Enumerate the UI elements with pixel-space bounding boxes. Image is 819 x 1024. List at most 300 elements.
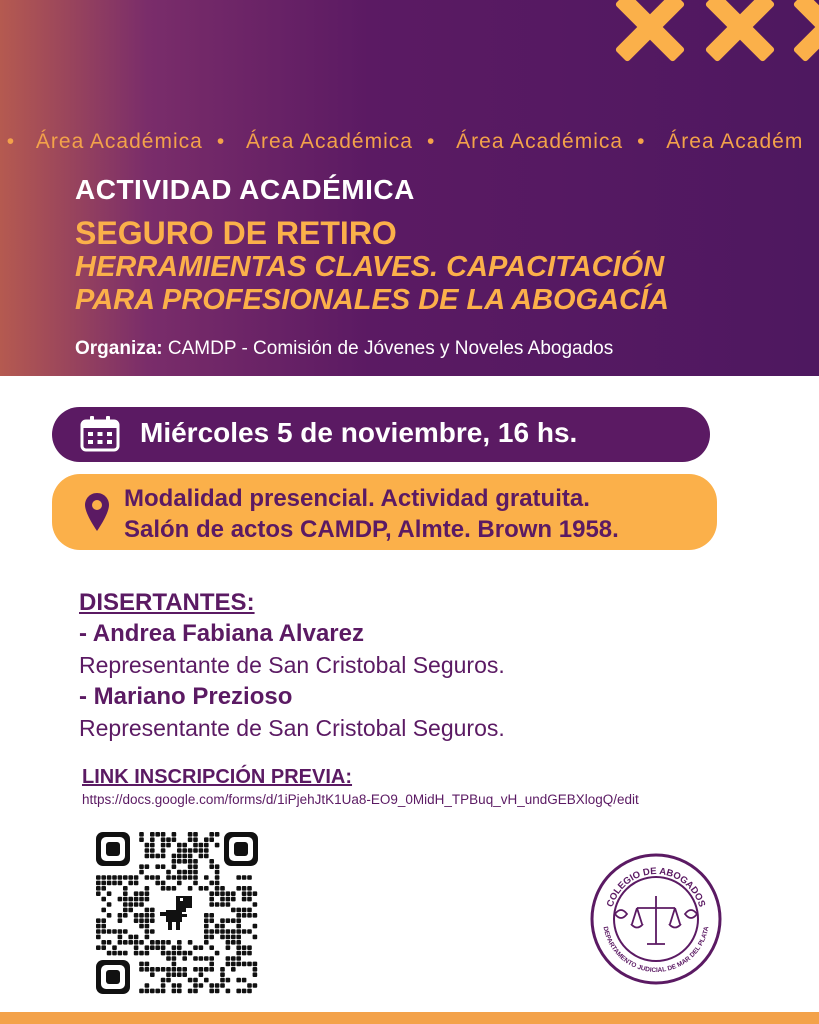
- qr-module: [236, 978, 241, 983]
- qr-module: [145, 897, 150, 902]
- speaker-role: Representante de San Cristobal Seguros.: [79, 652, 505, 678]
- qr-module: [188, 864, 193, 869]
- qr-module: [247, 875, 252, 880]
- qr-module: [107, 902, 112, 907]
- qr-module: [182, 870, 187, 875]
- qr-module: [107, 913, 112, 918]
- qr-module: [118, 897, 123, 902]
- qr-module: [215, 929, 220, 934]
- speaker-name: - Andrea Fabiana Alvarez: [79, 620, 364, 647]
- qr-module: [226, 935, 231, 940]
- qr-module: [220, 918, 225, 923]
- qr-module: [172, 951, 177, 956]
- qr-module: [236, 929, 241, 934]
- qr-module: [177, 989, 182, 994]
- qr-module: [161, 832, 166, 837]
- ticker-sep: •: [637, 130, 646, 153]
- qr-module: [145, 864, 150, 869]
- qr-module: [215, 881, 220, 886]
- qr-module: [177, 951, 182, 956]
- qr-module: [101, 886, 106, 891]
- organizer-label: Organiza:: [75, 338, 163, 359]
- qr-module: [172, 875, 177, 880]
- date-pill: [52, 407, 710, 462]
- qr-module: [96, 929, 101, 934]
- qr-module: [145, 886, 150, 891]
- qr-module: [128, 875, 133, 880]
- qr-module: [172, 864, 177, 869]
- qr-module: [182, 848, 187, 853]
- qr-module: [193, 967, 198, 972]
- qr-module: [253, 902, 258, 907]
- qr-module: [209, 935, 214, 940]
- qr-module: [215, 870, 220, 875]
- qr-module: [134, 897, 139, 902]
- qr-module: [118, 929, 123, 934]
- qr-module: [145, 967, 150, 972]
- qr-module: [204, 854, 209, 859]
- qr-module: [123, 929, 128, 934]
- qr-module: [247, 951, 252, 956]
- qr-module: [209, 913, 214, 918]
- colegio-abogados-seal-icon: [589, 852, 723, 986]
- x-mark-icon: [793, 0, 819, 62]
- qr-module: [242, 875, 247, 880]
- qr-module: [145, 913, 150, 918]
- qr-module: [155, 940, 160, 945]
- qr-module: [128, 902, 133, 907]
- qr-module: [199, 854, 204, 859]
- qr-module: [107, 875, 112, 880]
- qr-module: [188, 886, 193, 891]
- qr-module: [199, 983, 204, 988]
- calendar-icon: [80, 416, 120, 452]
- qr-module: [145, 945, 150, 950]
- qr-module: [150, 854, 155, 859]
- qr-module: [199, 945, 204, 950]
- qr-module: [226, 918, 231, 923]
- qr-module: [236, 935, 241, 940]
- qr-module: [182, 875, 187, 880]
- qr-module: [215, 902, 220, 907]
- qr-module: [101, 881, 106, 886]
- qr-module: [150, 837, 155, 842]
- registration-heading: LINK INSCRIPCIÓN PREVIA:: [82, 766, 353, 788]
- qr-module: [155, 881, 160, 886]
- qr-module: [247, 945, 252, 950]
- qr-module: [220, 897, 225, 902]
- qr-module: [236, 924, 241, 929]
- qr-module: [253, 962, 258, 967]
- organizer: [75, 338, 613, 360]
- qr-module: [220, 902, 225, 907]
- qr-module: [220, 886, 225, 891]
- qr-module: [123, 875, 128, 880]
- area-ticker: [0, 130, 817, 154]
- qr-module: [188, 870, 193, 875]
- ticker-item: Área Académica: [246, 130, 413, 153]
- qr-module: [155, 832, 160, 837]
- qr-module: [247, 989, 252, 994]
- ticker-sep: •: [426, 130, 436, 153]
- qr-module: [161, 978, 166, 983]
- qr-module: [242, 962, 247, 967]
- qr-module: [172, 832, 177, 837]
- qr-module: [123, 902, 128, 907]
- header-banner: [0, 0, 819, 376]
- speakers-heading: DISERTANTES:: [79, 589, 255, 616]
- qr-module: [182, 967, 187, 972]
- qr-module: [145, 891, 150, 896]
- qr-module: [231, 908, 236, 913]
- qr-module: [101, 897, 106, 902]
- qr-module: [209, 832, 214, 837]
- qr-module: [155, 854, 160, 859]
- qr-module: [161, 837, 166, 842]
- qr-module: [145, 929, 150, 934]
- qr-module: [193, 837, 198, 842]
- qr-module: [204, 886, 209, 891]
- qr-module: [161, 864, 166, 869]
- qr-module: [112, 945, 117, 950]
- qr-module: [177, 983, 182, 988]
- qr-module: [226, 897, 231, 902]
- qr-module: [166, 875, 171, 880]
- qr-module: [134, 881, 139, 886]
- qr-module: [204, 935, 209, 940]
- qr-module: [220, 935, 225, 940]
- qr-module: [166, 886, 171, 891]
- qr-module: [231, 918, 236, 923]
- qr-module: [155, 967, 160, 972]
- qr-module: [134, 935, 139, 940]
- qr-module: [139, 989, 144, 994]
- qr-module: [204, 875, 209, 880]
- qr-module: [166, 967, 171, 972]
- qr-module: [204, 978, 209, 983]
- qr-module: [242, 897, 247, 902]
- decorative-x-marks: [615, 0, 819, 60]
- qr-module: [96, 945, 101, 950]
- registration-link[interactable]: https://docs.google.com/forms/d/1iPjehJtK1Ua8-EO9_0MidH_TPBuq_vH_undGEBXlogQ/edit: [82, 792, 639, 807]
- qr-module: [150, 843, 155, 848]
- qr-module: [145, 935, 150, 940]
- qr-module: [204, 843, 209, 848]
- x-mark-icon: [615, 0, 685, 62]
- qr-module: [209, 989, 214, 994]
- qr-module: [204, 918, 209, 923]
- qr-module: [150, 972, 155, 977]
- qr-module: [215, 891, 220, 896]
- qr-module: [242, 886, 247, 891]
- qr-module: [204, 956, 209, 961]
- qr-module: [139, 864, 144, 869]
- qr-module: [199, 972, 204, 977]
- qr-module: [226, 929, 231, 934]
- qr-module: [188, 859, 193, 864]
- qr-module: [193, 848, 198, 853]
- qr-module: [161, 843, 166, 848]
- qr-module: [209, 945, 214, 950]
- qr-module: [123, 913, 128, 918]
- qr-module: [209, 956, 214, 961]
- qr-module: [150, 940, 155, 945]
- qr-module: [253, 924, 258, 929]
- qr-module: [182, 859, 187, 864]
- qr-module: [231, 940, 236, 945]
- qr-module: [188, 951, 193, 956]
- qr-module: [161, 848, 166, 853]
- qr-module: [188, 875, 193, 880]
- qr-module: [209, 881, 214, 886]
- qr-module: [128, 881, 133, 886]
- qr-module: [177, 854, 182, 859]
- qr-module: [220, 967, 225, 972]
- qr-module: [161, 967, 166, 972]
- qr-module: [139, 924, 144, 929]
- qr-module: [247, 962, 252, 967]
- qr-module: [150, 913, 155, 918]
- qr-module: [161, 854, 166, 859]
- qr-module: [118, 951, 123, 956]
- qr-module: [123, 897, 128, 902]
- qr-module: [226, 989, 231, 994]
- location-line: Salón de actos CAMDP, Almte. Brown 1958.: [124, 516, 619, 543]
- qr-module: [236, 918, 241, 923]
- qr-module: [150, 832, 155, 837]
- qr-module: [107, 951, 112, 956]
- qr-module: [96, 875, 101, 880]
- qr-module: [145, 875, 150, 880]
- qr-module: [150, 875, 155, 880]
- qr-module: [242, 951, 247, 956]
- qr-module: [107, 940, 112, 945]
- qr-module: [172, 886, 177, 891]
- qr-module: [112, 881, 117, 886]
- event-title: SEGURO DE RETIRO: [75, 215, 397, 251]
- qr-module: [177, 881, 182, 886]
- qr-module: [193, 843, 198, 848]
- qr-module: [177, 870, 182, 875]
- qr-module: [177, 875, 182, 880]
- qr-module: [215, 951, 220, 956]
- qr-module: [193, 989, 198, 994]
- qr-module: [182, 972, 187, 977]
- qr-module: [166, 940, 171, 945]
- qr-module: [236, 913, 241, 918]
- qr-module: [188, 940, 193, 945]
- qr-module: [166, 972, 171, 977]
- qr-module: [215, 886, 220, 891]
- qr-module: [139, 940, 144, 945]
- qr-module: [96, 891, 101, 896]
- qr-module: [155, 945, 160, 950]
- qr-module: [231, 929, 236, 934]
- qr-module: [236, 940, 241, 945]
- speaker-name: - Mariano Prezioso: [79, 683, 293, 710]
- qr-module: [231, 962, 236, 967]
- qr-module: [134, 913, 139, 918]
- qr-module: [247, 983, 252, 988]
- qr-module: [145, 924, 150, 929]
- qr-module: [236, 956, 241, 961]
- qr-module: [96, 924, 101, 929]
- qr-module: [193, 832, 198, 837]
- qr-module: [231, 891, 236, 896]
- qr-module: [118, 918, 123, 923]
- qr-module: [118, 875, 123, 880]
- location-pill: [52, 474, 717, 550]
- svg-text:DEPARTAMENTO JUDICIAL DE MAR D: DEPARTAMENTO JUDICIAL DE MAR DEL PLATA: [601, 925, 711, 975]
- qr-module: [199, 843, 204, 848]
- qr-module: [101, 929, 106, 934]
- qr-module: [182, 854, 187, 859]
- qr-module: [215, 983, 220, 988]
- qr-module: [172, 967, 177, 972]
- ticker-sep: •: [216, 130, 226, 153]
- qr-module: [107, 891, 112, 896]
- qr-module: [172, 837, 177, 842]
- event-subtitle: [75, 251, 775, 317]
- qr-module: [193, 978, 198, 983]
- qr-module: [118, 881, 123, 886]
- qr-module: [193, 870, 198, 875]
- qr-module: [209, 891, 214, 896]
- qr-module: [139, 902, 144, 907]
- qr-module: [172, 854, 177, 859]
- qr-module: [193, 864, 198, 869]
- qr-module: [139, 962, 144, 967]
- qr-module: [161, 945, 166, 950]
- qr-module: [220, 924, 225, 929]
- ticker-item: Área Académica: [35, 130, 203, 153]
- qr-module: [215, 832, 220, 837]
- qr-module: [166, 951, 171, 956]
- location-line: Modalidad presencial. Actividad gratuita.: [124, 485, 590, 512]
- qr-module: [204, 837, 209, 842]
- qr-module: [101, 908, 106, 913]
- qr-module: [247, 897, 252, 902]
- ticker-sep: •: [6, 130, 16, 153]
- qr-module: [226, 902, 231, 907]
- qr-module: [139, 951, 144, 956]
- qr-module: [215, 843, 220, 848]
- qr-module: [172, 956, 177, 961]
- qr-module: [96, 918, 101, 923]
- qr-module: [134, 875, 139, 880]
- qr-module: [242, 945, 247, 950]
- qr-module: [172, 945, 177, 950]
- qr-module: [215, 875, 220, 880]
- qr-module: [253, 967, 258, 972]
- qr-module: [199, 848, 204, 853]
- qr-module: [209, 864, 214, 869]
- qr-module: [220, 891, 225, 896]
- qr-module: [139, 967, 144, 972]
- qr-module: [220, 983, 225, 988]
- qr-module: [193, 945, 198, 950]
- qr-module: [188, 837, 193, 842]
- qr-module: [204, 848, 209, 853]
- qr-module: [236, 989, 241, 994]
- qr-module: [247, 886, 252, 891]
- qr-module: [242, 978, 247, 983]
- qr-module: [209, 918, 214, 923]
- activity-kicker: ACTIVIDAD ACADÉMICA: [75, 174, 415, 205]
- qr-module: [145, 962, 150, 967]
- qr-module: [209, 983, 214, 988]
- qr-module: [166, 978, 171, 983]
- qr-module: [150, 929, 155, 934]
- qr-module: [150, 989, 155, 994]
- qr-module: [204, 940, 209, 945]
- qr-module: [166, 843, 171, 848]
- qr-module: [139, 897, 144, 902]
- qr-module: [145, 918, 150, 923]
- qr-module: [118, 940, 123, 945]
- qr-module: [182, 951, 187, 956]
- qr-module: [226, 945, 231, 950]
- qr-module: [204, 967, 209, 972]
- qr-module: [145, 983, 150, 988]
- qr-module: [242, 913, 247, 918]
- qr-module: [134, 918, 139, 923]
- qr-module: [96, 886, 101, 891]
- qr-module: [236, 886, 241, 891]
- qr-module: [112, 951, 117, 956]
- qr-module: [253, 913, 258, 918]
- qr-module: [215, 924, 220, 929]
- qr-module: [209, 902, 214, 907]
- qr-module: [161, 940, 166, 945]
- qr-module: [107, 929, 112, 934]
- qr-module: [145, 989, 150, 994]
- qr-module: [145, 951, 150, 956]
- qr-module: [128, 897, 133, 902]
- qr-module: [155, 875, 160, 880]
- qr-module: [231, 935, 236, 940]
- qr-module: [193, 956, 198, 961]
- qr-module: [155, 989, 160, 994]
- qr-module: [107, 881, 112, 886]
- qr-code-icon[interactable]: [96, 832, 258, 994]
- qr-module: [226, 940, 231, 945]
- qr-module: [204, 929, 209, 934]
- qr-module: [188, 989, 193, 994]
- qr-module: [231, 956, 236, 961]
- qr-module: [155, 864, 160, 869]
- qr-module: [253, 891, 258, 896]
- qr-module: [172, 983, 177, 988]
- qr-module: [139, 832, 144, 837]
- qr-module: [101, 945, 106, 950]
- qr-module: [236, 875, 241, 880]
- qr-module: [134, 951, 139, 956]
- bottom-accent-bar: [0, 1012, 819, 1024]
- qr-module: [215, 864, 220, 869]
- qr-module: [150, 945, 155, 950]
- speakers-section: [79, 588, 505, 744]
- qr-module: [199, 956, 204, 961]
- qr-module: [242, 908, 247, 913]
- qr-module: [161, 983, 166, 988]
- qr-module: [139, 891, 144, 896]
- qr-module: [128, 940, 133, 945]
- qr-module: [96, 935, 101, 940]
- qr-module: [236, 951, 241, 956]
- qr-module: [150, 918, 155, 923]
- qr-module: [193, 875, 198, 880]
